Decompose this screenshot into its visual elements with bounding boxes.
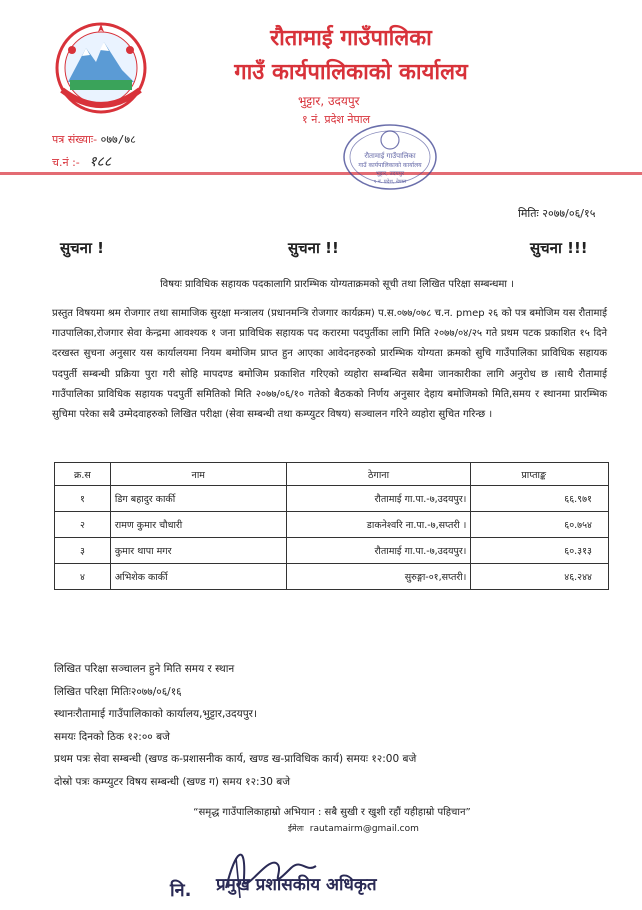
notice-body: प्रस्तुत विषयमा श्रम रोजगार तथा सामाजिक सुरक्षा मन्त्रालय (प्रधानमन्त्रि रोजगार कार्यक्रम) प.स.०७७/०७८ च.न. pmep २६ को पत्र बमोजिम यस रौतामाई गाउपालिका,रोजगार सेवा केन्द्रमा आवश्यक १ जना प्राविधिक सहायक पद करारमा पदपुर्तीका लागि मिति २०७७/०४/२५ गते प्रथम पटक प्रकाशित १५ दिने दरखस्त सुचना अनुसार यस कार्यालयमा नियम बमोजिम प्राप्त हुन आएका आवेदनहरुको प्रारम्भिक योग्यता क्रमको सुचि गाउँपालिका प्राविधिक सहायक पदपुर्ती सम्बन्धी प्रक्रिया पुरा गरी सोहि मापदण्ड बमोजिम प्रकाशित गरिएको व्यहोरा सम्बन्धित सबैमा जानकारीका लागि अनुरोध छ ।साथै रौतामाई गाउँपालिका प्राविधिक सहायक पदपुर्ती समितिको मिति २०७७/०६/१० गतेको बैठकको निर्णय अनुसार देहाय बमोजिमको मिति,समय र स्थानमा प्रारम्भिक सुचिमा परेका सबै उम्मेदवाहरुको लिखित परीक्षा (सेवा सम्बन्धी तथा कम्प्युटर विषय) सञ्चालन गरिने व्यहोरा सुचित गरिन्छ ।	[52, 308, 607, 421]
table-row	[55, 512, 609, 538]
stamp-line1: रौतामाई गाउँपालिका	[364, 152, 416, 160]
address-cell: रौतामाई गा.पा.-७,उदयपुर।	[286, 486, 471, 512]
table-row	[55, 486, 609, 512]
office-stamp-icon	[340, 122, 440, 192]
stamp-line4: १ नं. प्रदेश, नेपाल	[373, 179, 407, 185]
exam-place: स्थानःरौतामाई गाउँपालिकाको कार्यालय,भुट्टार,उदयपुर।	[54, 708, 257, 720]
name-cell: कुमार थापा मगर	[110, 538, 286, 564]
address-cell: सुरुङ्गा-०१,सप्तरी।	[286, 564, 471, 590]
results-table	[54, 462, 609, 590]
address-cell: रौतामाई गा.पा.-७,उदयपुर।	[286, 538, 471, 564]
footer-slogan: “समृद्ध गाउँपालिकाहाम्रो अभियान : सबै सुखी र खुशी रहौं यहीहाम्रो पहिचान”	[193, 807, 471, 818]
stamp-line2: गाउँ कार्यपालिकाको कार्यालय	[358, 162, 422, 169]
notice-heading-2: सुचना !!	[288, 239, 339, 257]
exam-time: समयः दिनको ठिक १२:०० बजे	[54, 730, 170, 743]
score-cell: ६६.९७१	[471, 486, 609, 512]
subject-line: विषयः प्राविधिक सहायक पदकालागि प्रारम्भिक योग्यताक्रमको सूची तथा लिखित परिक्षा सम्बन्धमा ।	[160, 279, 514, 290]
org-name-line2: गाउँ कार्यपालिकाको कार्यालय	[234, 60, 468, 85]
column-header: क्र.स	[55, 463, 111, 486]
exam-paper2: दोस्रो पत्रः कम्प्युटर विषय सम्बन्धी (खण्ड ग) समय १२:30 बजे	[54, 775, 291, 788]
serial-cell: २	[55, 512, 111, 538]
exam-date: लिखित परिक्षा मितिः२०७७/०६/१६	[54, 685, 182, 698]
name-cell: अभिशेक कार्की	[110, 564, 286, 590]
dispatch-value: १८८	[89, 154, 112, 170]
score-cell: ६०.७५४	[471, 512, 609, 538]
dispatch-number	[52, 152, 111, 171]
address-cell: डाकनेश्वरि ना.पा.-७,सप्तरी ।	[286, 512, 471, 538]
email-address[interactable]: rautamairm@gmail.com	[309, 824, 419, 834]
table-header-row	[55, 463, 609, 486]
address-line2: १ नं. प्रदेश नेपाल	[302, 113, 371, 126]
footer-email	[288, 823, 419, 834]
exam-details	[54, 658, 416, 793]
score-cell: ६०.३१३	[471, 538, 609, 564]
notice-heading-3: सुचना !!!	[530, 239, 588, 257]
notice-heading-1: सुचना !	[60, 239, 104, 257]
org-name-line1: रौतामाई गाउँपालिका	[270, 26, 432, 51]
column-header: प्राप्ताङ्क	[471, 463, 609, 486]
score-cell: ४६.२४४	[471, 564, 609, 590]
column-header: ठेगाना	[286, 463, 471, 486]
header-divider	[0, 172, 642, 175]
exam-heading: लिखित परिक्षा सञ्चालन हुने मिति समय र स्थान	[54, 663, 235, 675]
column-header: नाम	[110, 463, 286, 486]
signatory-title: प्रमुख प्रशासकीय अधिकृत	[216, 875, 377, 895]
address-line1: भुट्टार, उदयपुर	[298, 94, 360, 108]
issue-date: मितिः २०७७/०६/१५	[518, 207, 596, 220]
reference-value: ०७७/७८	[100, 133, 136, 146]
name-cell: रामण कुमार चौधारी	[110, 512, 286, 538]
serial-cell: ४	[55, 564, 111, 590]
exam-paper1: प्रथम पत्रः सेवा सम्बन्धी (खण्ड क-प्रशासनीक कार्य, खण्ड ख-प्राविधिक कार्य) समयः १२:00 बजे	[54, 753, 417, 765]
dispatch-label: च.नं :-	[52, 156, 80, 169]
table-row	[55, 564, 609, 590]
email-label: ईमेलः	[288, 824, 304, 833]
reference-label: पत्र संख्याः-	[52, 133, 98, 146]
stamp-line3: भुट्टार, उदयपुर	[375, 171, 405, 177]
name-cell: डिग बहादुर कार्की	[110, 486, 286, 512]
reference-number	[52, 132, 136, 147]
serial-cell: ३	[55, 538, 111, 564]
table-row	[55, 538, 609, 564]
signatory-prefix: नि.	[170, 880, 192, 901]
serial-cell: १	[55, 486, 111, 512]
